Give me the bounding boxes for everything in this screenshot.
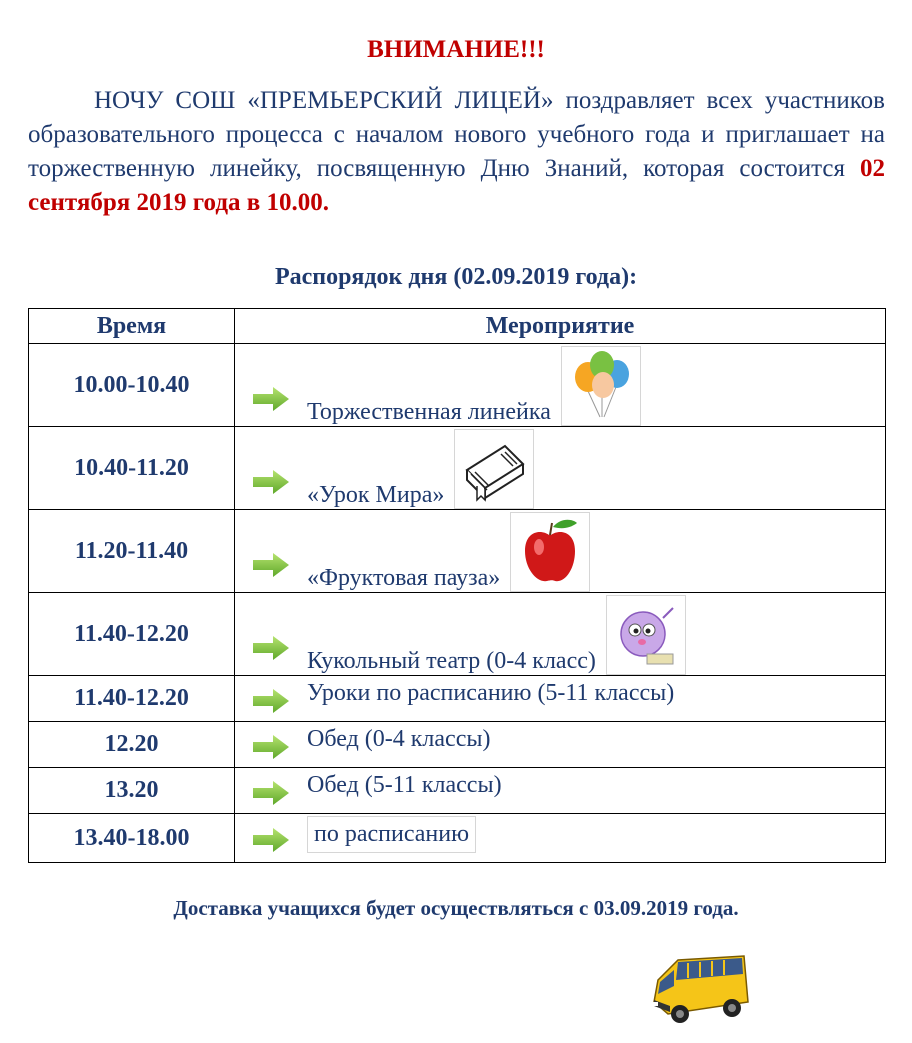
row-event-cell [235,344,886,427]
row-time: 11.40-12.20 [29,593,235,676]
puppet-icon [606,595,686,675]
row-time: 10.00-10.40 [29,344,235,427]
table-row [29,768,886,814]
arrow-right-icon [251,552,291,578]
header-time: Время [29,309,235,344]
table-row [29,510,886,593]
row-event: по расписанию [307,816,476,853]
row-event: «Фруктовая пауза» [307,565,501,591]
arrow-right-icon [251,734,291,760]
table-row [29,814,886,863]
row-event-cell [235,814,886,863]
footer-note: Доставка учащихся будет осуществляться с 03.09.2019 года. [173,896,739,920]
row-event-cell [235,427,886,510]
arrow-right-icon [251,780,291,806]
row-event: Торжественная линейка [307,399,551,425]
balloons-icon [561,346,641,426]
table-row [29,344,886,427]
book-icon [454,429,534,509]
page-title: ВНИМАНИЕ!!! [367,36,545,63]
school-bus-icon [648,950,752,1026]
arrow-right-icon [251,635,291,661]
header-event: Мероприятие [235,309,886,344]
schedule-title: Распорядок дня (02.09.2019 года): [274,264,638,290]
row-event-cell [235,722,886,768]
intro-paragraph [28,84,885,220]
row-time: 12.20 [29,722,235,768]
row-time: 13.20 [29,768,235,814]
table-row [29,722,886,768]
row-event: Обед (5-11 классы) [307,772,502,798]
row-event-cell [235,593,886,676]
apple-icon [510,512,590,592]
table-header-row [29,309,886,344]
intro-highlight: 02 сентября 2019 года в 10.00. [28,155,885,216]
schedule-table [28,308,886,863]
arrow-right-icon [251,827,291,853]
row-time: 10.40-11.20 [29,427,235,510]
table-row [29,676,886,722]
row-event: Кукольный театр (0-4 класс) [307,648,596,674]
arrow-right-icon [251,386,291,412]
row-time: 11.40-12.20 [29,676,235,722]
arrow-right-icon [251,469,291,495]
row-event: «Урок Мира» [307,482,445,508]
row-event-cell [235,768,886,814]
row-event-cell [235,676,886,722]
table-row [29,593,886,676]
table-row [29,427,886,510]
intro-text: НОЧУ СОШ «ПРЕМЬЕРСКИЙ ЛИЦЕЙ» поздравляет всех участников образовательного процесса с началом нового учебного года и приглашает на торжественную линейку, посвященную Дню Знаний, которая состоится [28,87,885,182]
arrow-right-icon [251,688,291,714]
row-time: 13.40-18.00 [29,814,235,863]
row-event-cell [235,510,886,593]
row-event: Уроки по расписанию (5-11 классы) [307,680,675,706]
row-event: Обед (0-4 классы) [307,726,491,752]
row-time: 11.20-11.40 [29,510,235,593]
